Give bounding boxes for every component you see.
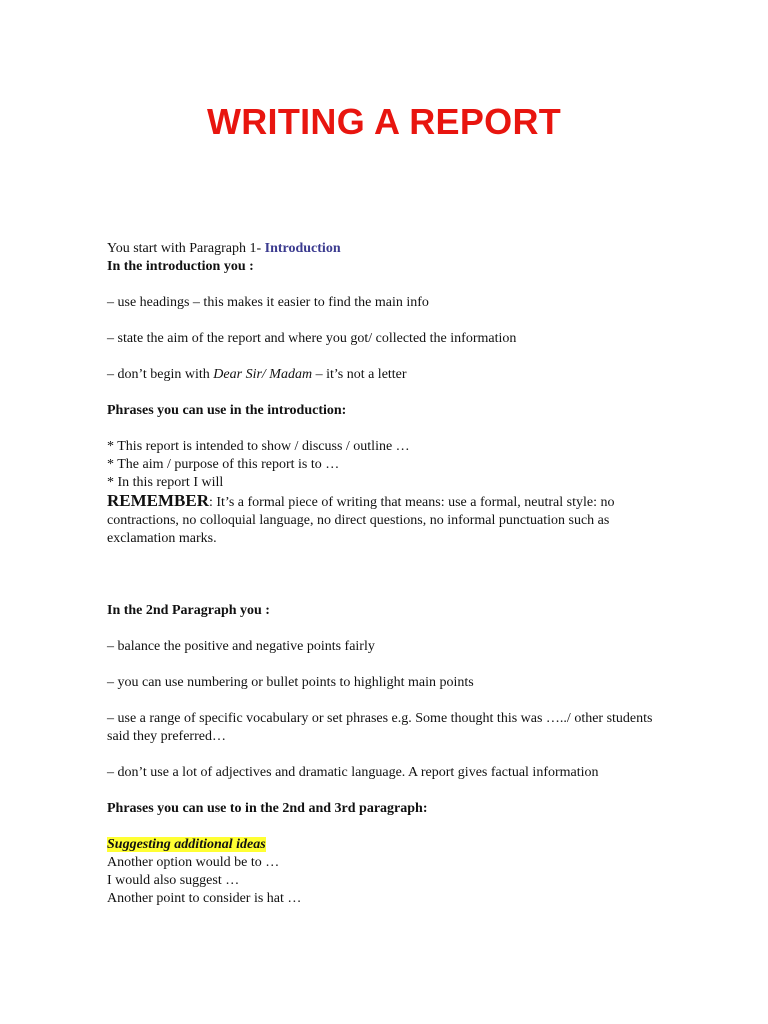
intro-start-prefix: You start with Paragraph 1- <box>107 241 265 256</box>
intro-start-line <box>107 240 667 258</box>
para2-point: – balance the positive and negative points fairly <box>107 639 375 654</box>
intro-phrase: * This report is intended to show / discuss / outline … <box>107 439 410 454</box>
suggesting-line: Another option would be to … <box>107 855 280 870</box>
intro-phrase: * In this report I will <box>107 475 224 490</box>
para2-point: – you can use numbering or bullet points to highlight main points <box>107 675 474 690</box>
remember-paragraph <box>107 492 667 548</box>
intro-point3-suffix: – it’s not a letter <box>312 367 407 382</box>
intro-point-letter <box>107 366 667 384</box>
document-body <box>107 240 667 908</box>
intro-point: – state the aim of the report and where you got/ collected the information <box>107 331 517 346</box>
remember-label: REMEMBER <box>107 491 209 510</box>
intro-point: – use headings – this makes it easier to find the main info <box>107 295 429 310</box>
suggesting-heading-line <box>107 836 667 854</box>
intro-start-label: Introduction <box>264 241 341 256</box>
intro-phrase: * The aim / purpose of this report is to … <box>107 457 340 472</box>
para2-heading: In the 2nd Paragraph you : <box>107 603 270 618</box>
document-title: WRITING A REPORT <box>206 101 562 142</box>
para2-point: – don’t use a lot of adjectives and dramatic language. A report gives factual information <box>107 765 599 780</box>
suggesting-heading: Suggesting additional ideas <box>107 837 266 852</box>
intro-phrases-heading: Phrases you can use in the introduction: <box>107 403 347 418</box>
suggesting-line: I would also suggest … <box>107 873 240 888</box>
remember-text: : It’s a formal piece of writing that means: use a formal, neutral style: no contractions, no colloquial language, no direct questions, no informal punctuation such as exclamation marks. <box>107 495 615 546</box>
para2-phrases-heading: Phrases you can use to in the 2nd and 3rd paragraph: <box>107 801 428 816</box>
intro-heading: In the introduction you : <box>107 259 254 274</box>
suggesting-line: Another point to consider is hat … <box>107 891 302 906</box>
para2-point: – use a range of specific vocabulary or set phrases e.g. Some thought this was …../ other students said they preferred… <box>107 711 653 744</box>
intro-point3-italic: Dear Sir/ Madam <box>213 367 313 382</box>
intro-point3-prefix: – don’t begin with <box>107 367 214 382</box>
